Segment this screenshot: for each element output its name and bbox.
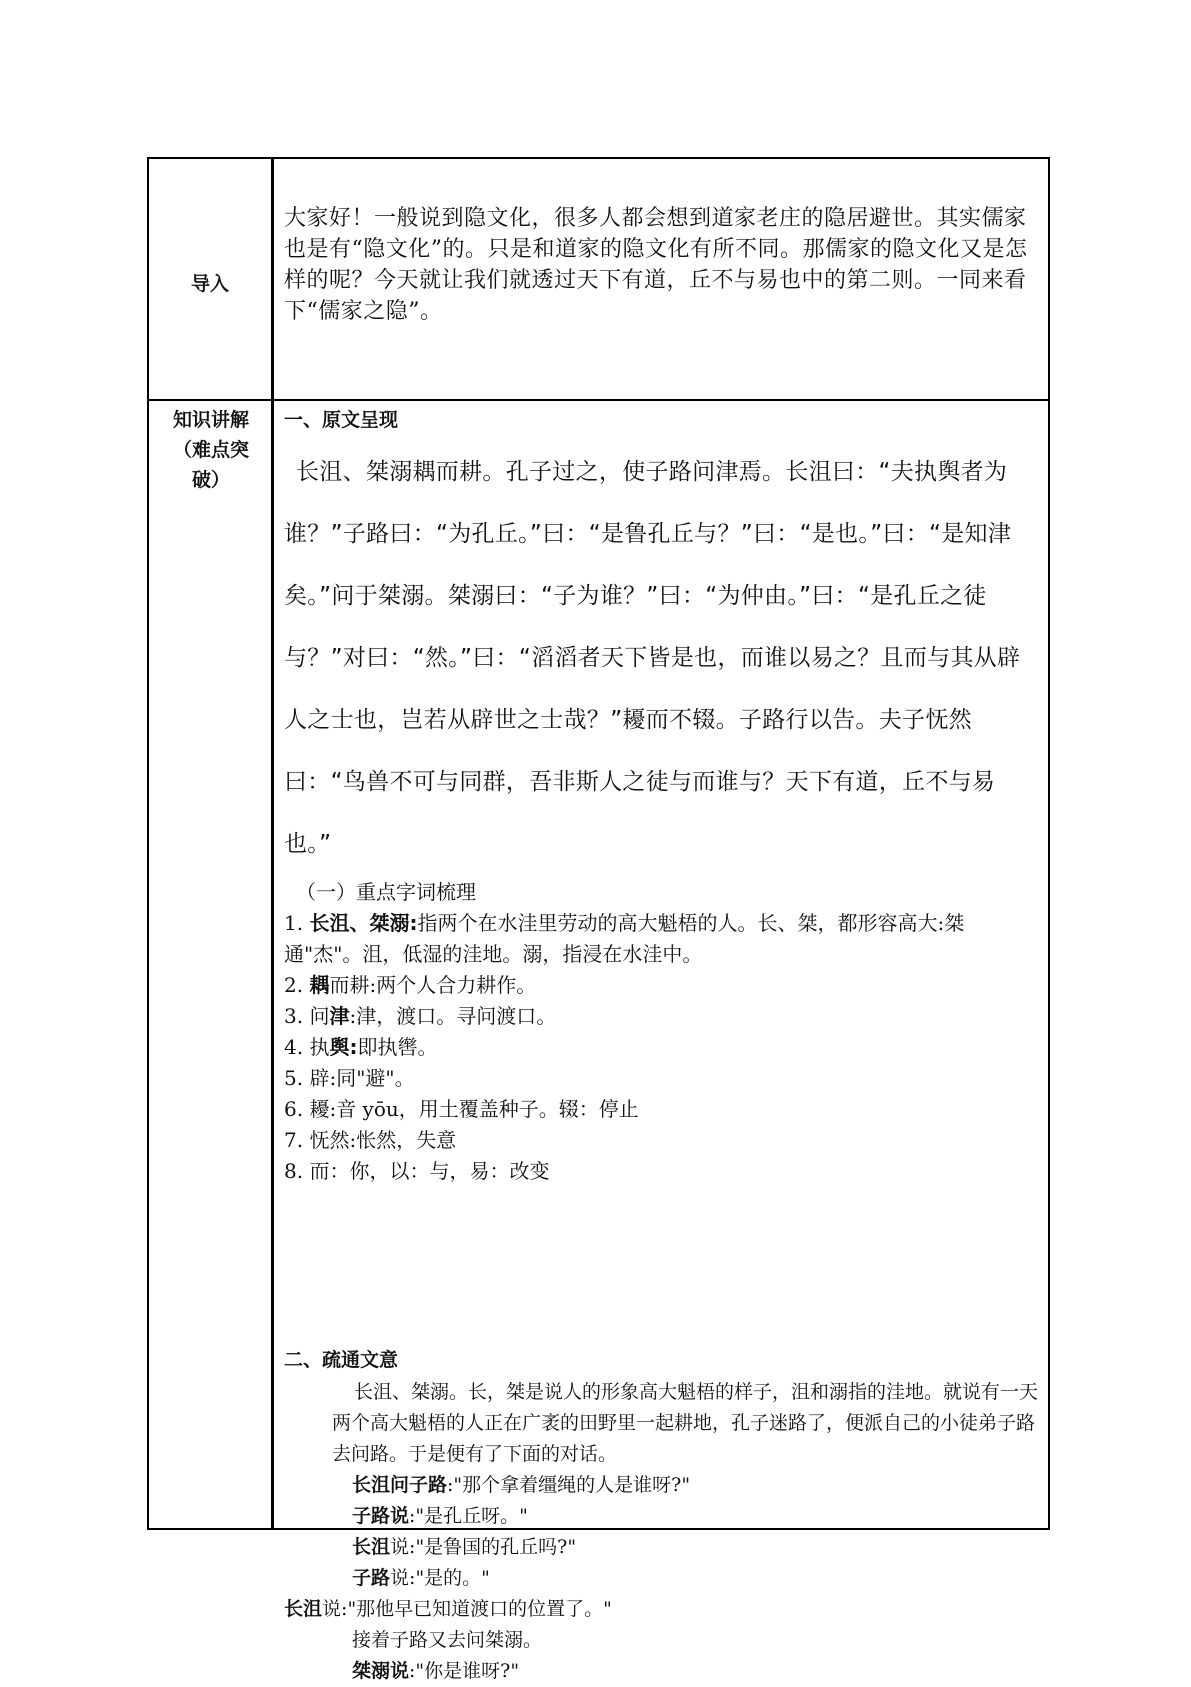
- note-item: 4. 执舆:即执辔。: [284, 1035, 438, 1059]
- dialogue-line: 长沮说:"是鲁国的孔丘吗?": [352, 1536, 577, 1558]
- dialogue-line: 长沮说:"那他早已知道渡口的位置了。": [284, 1598, 612, 1620]
- note-item: 7. 怃然:怅然，失意: [284, 1128, 457, 1152]
- vocab-subheading: （一）重点字词梳理: [296, 880, 476, 904]
- intro-text: 大家好！一般说到隐文化，很多人都会想到道家老庄的隐居避世。其实儒家也是有“隐文化”的。只是和道家的隐文化有所不同。那儒家的隐文化又是怎样的呢？今天就让我们就透过天下有道，丘不与易也中的第二则。一同来看下“儒家之隐”。: [284, 206, 1028, 324]
- dialogue-line: 桀溺说:"你是谁呀?": [352, 1660, 520, 1682]
- section2-heading: 二、疏通文意: [284, 1349, 399, 1371]
- column-divider: [271, 159, 274, 1528]
- note-item: 2. 耦而耕:两个人合力耕作。: [284, 973, 537, 997]
- narration-line: 接着子路又去问桀溺。: [352, 1629, 543, 1651]
- explanation-block: [284, 1377, 1040, 1687]
- knowledge-label-line-3: 破）: [191, 469, 230, 491]
- knowledge-label-line-2: （难点突: [172, 439, 249, 461]
- original-text: 长沮、桀溺耦而耕。孔子过之，使子路问津焉。长沮曰：“夫执舆者为谁？”子路曰：“为孔丘。”曰：“是鲁孔丘与？”曰：“是也。”曰：“是知津矣。”问于桀溺。桀溺曰：“子为谁？”曰：“为仲由。”曰：“是孔丘之徒与？”对曰：“然。”曰：“滔滔者天下皆是也，而谁以易之？且而与其从辟人之士也，岂若从辟世之士哉？”耰而不辍。子路行以告。夫子怃然曰：“鸟兽不可与同群，吾非斯人之徒与而谁与？天下有道，丘不与易也。”: [284, 459, 1021, 857]
- knowledge-label-line-1: 知识讲解: [172, 409, 249, 431]
- note-item: 1. 长沮、桀溺:指两个在水洼里劳动的高大魁梧的人。长、桀，都形容高大:桀通"杰"。沮，低湿的洼地。溺，指浸在水洼中。: [284, 911, 965, 966]
- explanation-paragraph: 长沮、桀溺。长，桀是说人的形象高大魁梧的样子，沮和溺指的洼地。就说有一天两个高大魁梧的人正在广袤的田野里一起耕地，孔子迷路了，便派自己的小徒弟子路去问路。于是便有了下面的对话。: [332, 1381, 1039, 1465]
- section1-heading: 一、原文呈现: [284, 409, 399, 431]
- row-divider: [149, 399, 1048, 401]
- note-item: 6. 耰:音 yōu，用土覆盖种子。辍：停止: [284, 1097, 639, 1121]
- note-item: 3. 问津:津，渡口。寻问渡口。: [284, 1004, 557, 1028]
- note-item: 8. 而：你，以：与，易：改变: [284, 1159, 550, 1183]
- dialogue-line: 子路说:"是孔丘呀。": [352, 1505, 528, 1527]
- lesson-table: [147, 157, 1050, 1682]
- knowledge-label: [151, 405, 271, 495]
- dialogue-line: 子路说:"是的。": [352, 1567, 490, 1589]
- vocab-notes: [284, 877, 1040, 1187]
- intro-label: 导入: [190, 273, 229, 295]
- note-item: 5. 辟:同"避"。: [284, 1066, 415, 1090]
- dialogue-line: 长沮问子路:"那个拿着缰绳的人是谁呀?": [352, 1474, 691, 1496]
